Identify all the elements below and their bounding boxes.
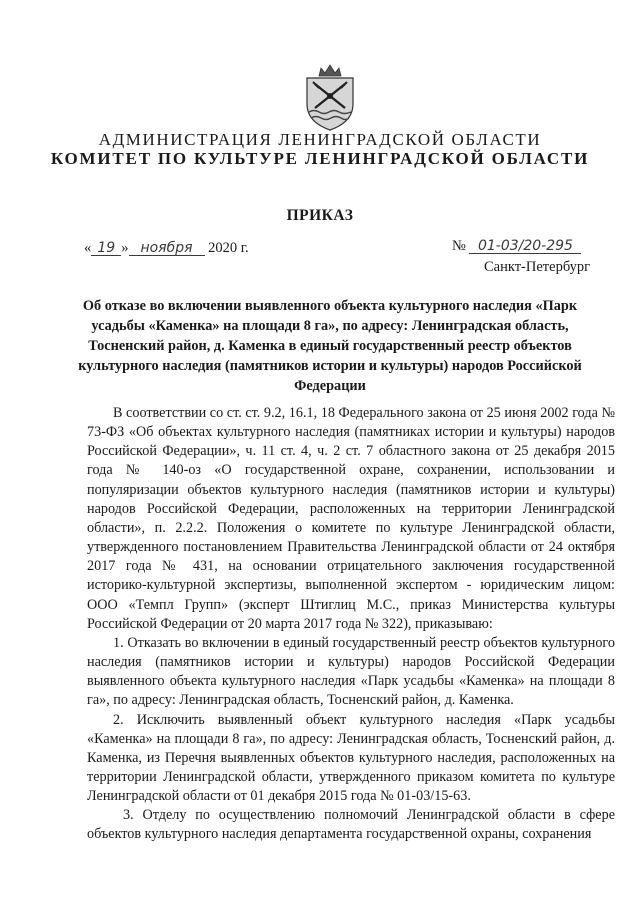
coat-of-arms-icon [297, 62, 363, 132]
date-open-quote: « [84, 240, 92, 256]
preamble-paragraph: В соответствии со ст. ст. 9.2, 16.1, 18 Федерального закона от 25 июня 2002 года № 73-ФЗ «Об объектах культурного наследия (памятниках истории и культуры) народов Российской Федерации», ч. 11 ст. 4, ч. 2 ст. 7 областного закона от 25 декабря 2015 года № 140-оз «О государственной охране, сохранении, использовании и популяризации объектов культурного наследия (памятников истории и культуры) народов Российской Федерации, расположенных на территории Ленинградской области», п. 2.2.2. Положения о комитете по культуре Ленинградской области, утвержденного постановлением Правительства Ленинградской области от 24 октября 2017 года № 431, на основании отрицательного заключения государственной историко-культурной экспертизы, выполненной экспертом - юридическим лицом: ООО «Темпл Групп» (эксперт Штиглиц М.С., приказ Министерства культуры Российской Федерации от 20 марта 2017 года № 322), приказываю: [87, 405, 615, 632]
number-handwritten: 01-03/20-295 [469, 239, 581, 254]
org-name-line1: АДМИНИСТРАЦИЯ ЛЕНИНГРАДСКОЙ ОБЛАСТИ [98, 130, 542, 149]
item-3-paragraph: 3. Отделу по осуществлению полномочий Ленинградской области в сфере объектов культурного наследия департамента государственной охраны, сохранения [87, 807, 615, 843]
date-month-handwritten: ноября [129, 241, 205, 256]
order-date [84, 240, 249, 262]
date-year: 2020 г. [208, 240, 249, 256]
city-name: Санкт-Петербург [484, 259, 591, 275]
item-2-paragraph: 2. Исключить выявленный объект культурного наследия «Парк усадьбы «Каменка» на площади 8 га», по адресу: Ленинградская область, Тосненский район, д. Каменка, из Перечня выявленных объектов культурного наследия, расположенных на территории Ленинградской области, утвержденного приказом комитета по культуре Ленинградской области от 01 декабря 2015 года № 01-03/15-63. [87, 711, 615, 805]
date-day-handwritten: 19 [91, 241, 121, 256]
date-close-quote: » [121, 240, 129, 256]
item-1-paragraph: 1. Отказать во включении в единый государственный реестр объектов культурного наследия (памятников истории и культуры) народов Российской Федерации выявленного объекта культурного наследия «Парк усадьбы «Каменка» на площади 8 га», по адресу: Ленинградская область, Тосненский район, д. Каменка. [87, 634, 615, 709]
order-body [87, 404, 615, 845]
order-subject: Об отказе во включении выявленного объекта культурного наследия «Парк усадьбы «Каменка» на площади 8 га», по адресу: Ленинградская область, Тосненский район, д. Каменка в единый государственный реестр объектов культурного наследия (памятников истории и культуры) народов Российской Федерации [78, 298, 582, 394]
org-name-line2: КОМИТЕТ ПО КУЛЬТУРЕ ЛЕНИНГРАДСКОЙ ОБЛАСТИ [50, 149, 590, 168]
document-type-title: ПРИКАЗ [286, 207, 354, 224]
number-prefix: № [452, 238, 466, 254]
order-number [452, 238, 581, 255]
